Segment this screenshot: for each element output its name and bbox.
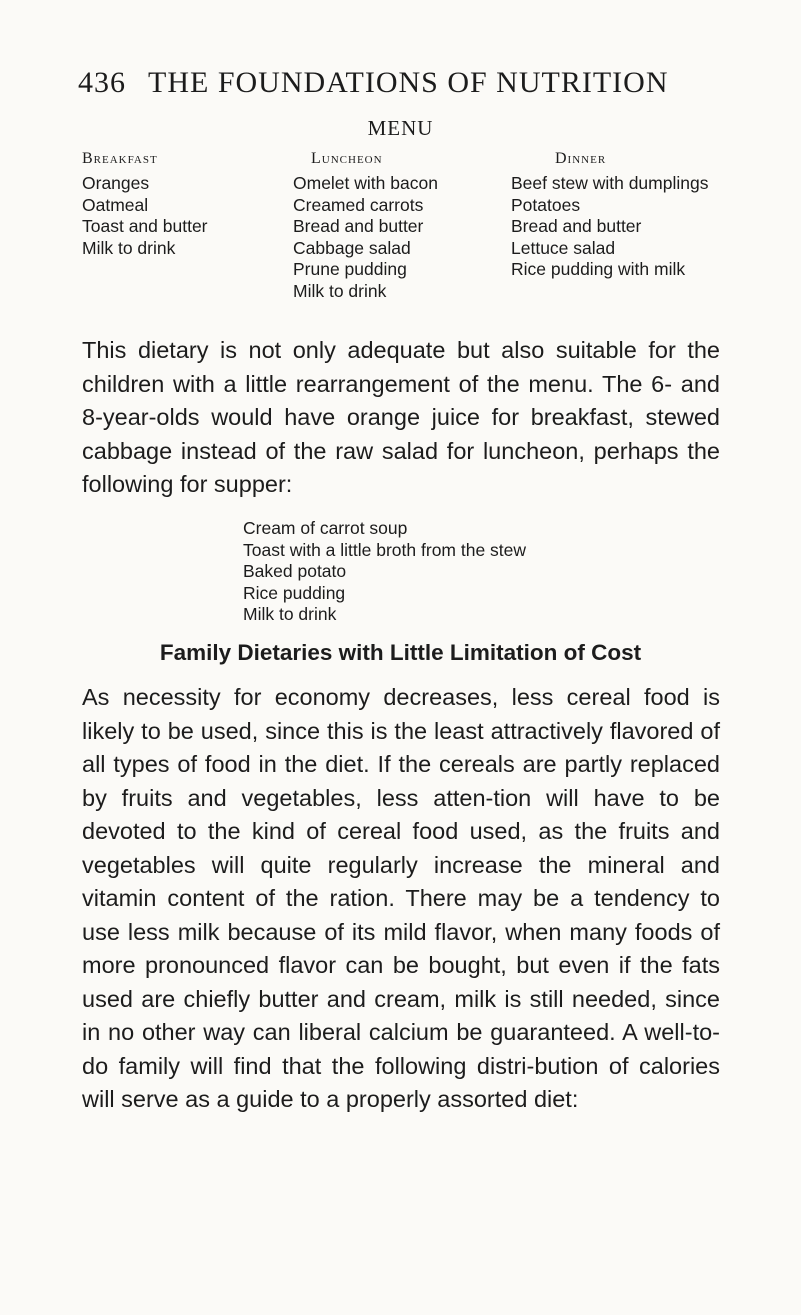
menu-title: MENU [367,116,434,140]
menu-item: Lettuce salad [511,237,616,258]
breakfast-heading: Breakfast [82,150,158,167]
menu-item: Beef stew with dumplings [511,173,709,193]
supper-item: Rice pudding [243,582,346,603]
dinner-list [511,173,708,281]
menu-item: Oatmeal [82,194,149,215]
supper-list [243,518,526,626]
menu-column-luncheon [293,150,438,302]
menu-item: Oranges [82,173,150,193]
menu-item: Cabbage salad [293,237,411,258]
menu-item: Bread and butter [293,216,424,236]
supper-item: Toast with a little broth from the stew [243,539,527,560]
luncheon-heading: Luncheon [311,150,383,167]
section-heading: Family Dietaries with Little Limitation of Cost [159,640,642,665]
menu-item: Omelet with bacon [293,173,438,193]
menu-column-dinner [511,150,708,281]
menu-item: Creamed carrots [293,194,424,215]
menu-item: Toast and butter [82,216,208,236]
supper-menu [243,518,526,626]
body-paragraph-2: As necessity for economy decreases, less cereal food is likely to be used, since this is the least attractively flavored of all types of food in the diet. If the cereals are partly replaced by fruits and vegetables, less atten-tion will have to be devoted to the kind of cereal food used, as the fruits and vegetables will quite regularly increase the mineral and vitamin content of the ration. There may be a tendency to use less milk because of its mild flavor, when many foods of more pronounced flavor can be bought, but even if the fats used are chiefly butter and cream, milk is still needed, since in no other way can liberal calcium be guaranteed. A well-to-do family will find that the following distri-bution of calories will serve as a guide to a properly assorted diet: [82,684,720,1112]
page-number: 436 [78,66,126,99]
luncheon-list [293,173,438,302]
menu-item: Rice pudding with milk [511,259,686,279]
supper-item: Cream of carrot soup [243,518,408,538]
menu-item: Bread and butter [511,216,642,236]
supper-item: Milk to drink [243,604,337,624]
menu-item: Potatoes [511,194,581,215]
dinner-heading: Dinner [555,150,607,167]
running-head-title: THE FOUNDATIONS OF NUTRITION [148,66,669,99]
breakfast-list [82,173,208,259]
menu-item: Prune pudding [293,259,407,279]
supper-item: Baked potato [243,561,347,581]
menu-item: Milk to drink [82,237,176,258]
running-head [78,66,718,100]
body-paragraph-1: This dietary is not only adequate but also suitable for the children with a little rearrangement of the menu. The 6- and 8-year-olds would have orange juice for breakfast, stewed cabbage instead of the raw salad for luncheon, perhaps the following for supper: [82,337,720,497]
menu-column-breakfast [82,150,208,259]
menu-item: Milk to drink [293,280,387,301]
